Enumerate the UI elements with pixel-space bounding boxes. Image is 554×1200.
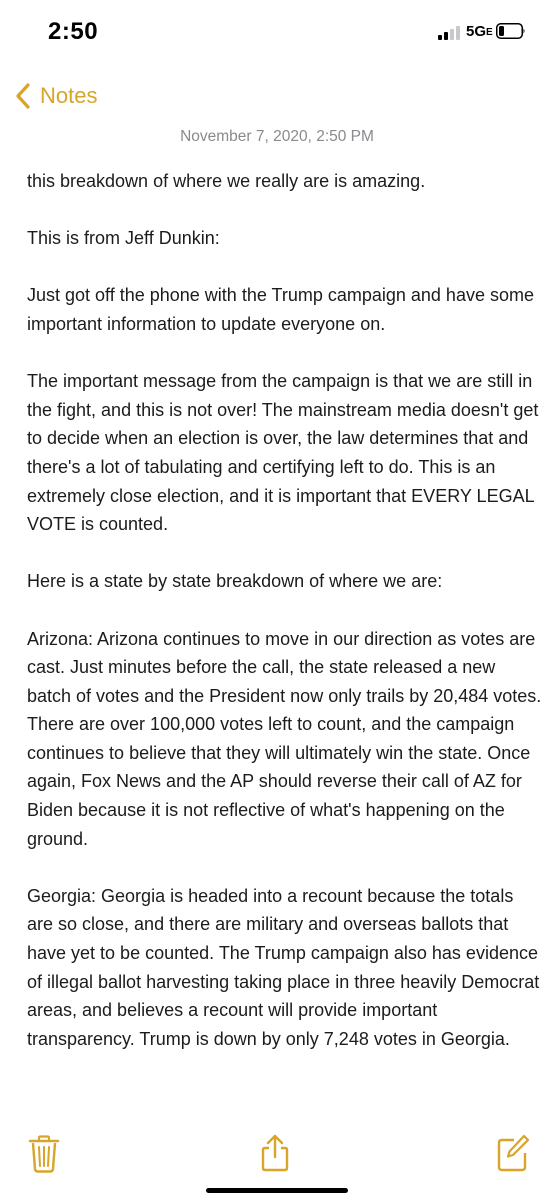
delete-button[interactable] <box>26 1134 62 1174</box>
note-paragraph: Arizona: Arizona continues to move in our direction as votes are cast. Just minutes before the call, the state released a new batch of votes and the President now only trails by 20,484 votes. There are over 100,000 votes left to count, and the campaign continues to believe that they will ultimately win the state. Once again, Fox News and the AP should reverse their call of AZ for Biden because it is not reflective of what's happening on the ground. <box>27 628 542 849</box>
compose-button[interactable] <box>494 1133 530 1173</box>
note-body[interactable] <box>27 167 542 1053</box>
network-suffix: E <box>486 27 493 38</box>
back-button-label: Notes <box>40 83 98 108</box>
compose-icon <box>494 1133 530 1173</box>
note-paragraph: This is from Jeff Dunkin: <box>27 228 220 249</box>
chevron-left-icon <box>14 82 32 110</box>
note-paragraph: this breakdown of where we really are is amazing. <box>27 171 426 191</box>
note-date: November 7, 2020, 2:50 PM <box>180 128 374 145</box>
share-button[interactable] <box>257 1133 293 1173</box>
cellular-signal-icon <box>438 24 464 40</box>
trash-icon <box>26 1134 62 1174</box>
back-button[interactable] <box>14 78 97 114</box>
battery-icon <box>496 23 526 39</box>
share-icon <box>257 1133 293 1173</box>
home-indicator[interactable] <box>206 1188 348 1193</box>
network-label: 5G <box>466 23 487 40</box>
network-type <box>466 23 493 40</box>
note-paragraph: The important message from the campaign is that we are still in the fight, and this is not over! The mainstream media doesn't get to decide when an election is over, the law determines that and there's a lot of tabulating and certifying left to do. This is an extremely close election, and it is important that EVERY LEGAL VOTE is counted. <box>27 371 539 535</box>
status-bar <box>0 0 554 70</box>
status-time: 2:50 <box>48 18 99 45</box>
note-paragraph: Georgia: Georgia is headed into a recount because the totals are so close, and there are military and overseas ballots that have yet to be counted. The Trump campaign also has evidence of illegal ballot harvesting taking place in three heavily Democrat areas, and believes a recount will provide important transparency. Trump is down by only 7,248 votes in Georgia. <box>27 885 540 1049</box>
note-paragraph: Just got off the phone with the Trump campaign and have some important information to update everyone on. <box>27 285 534 334</box>
note-paragraph: Here is a state by state breakdown of where we are: <box>27 571 443 592</box>
